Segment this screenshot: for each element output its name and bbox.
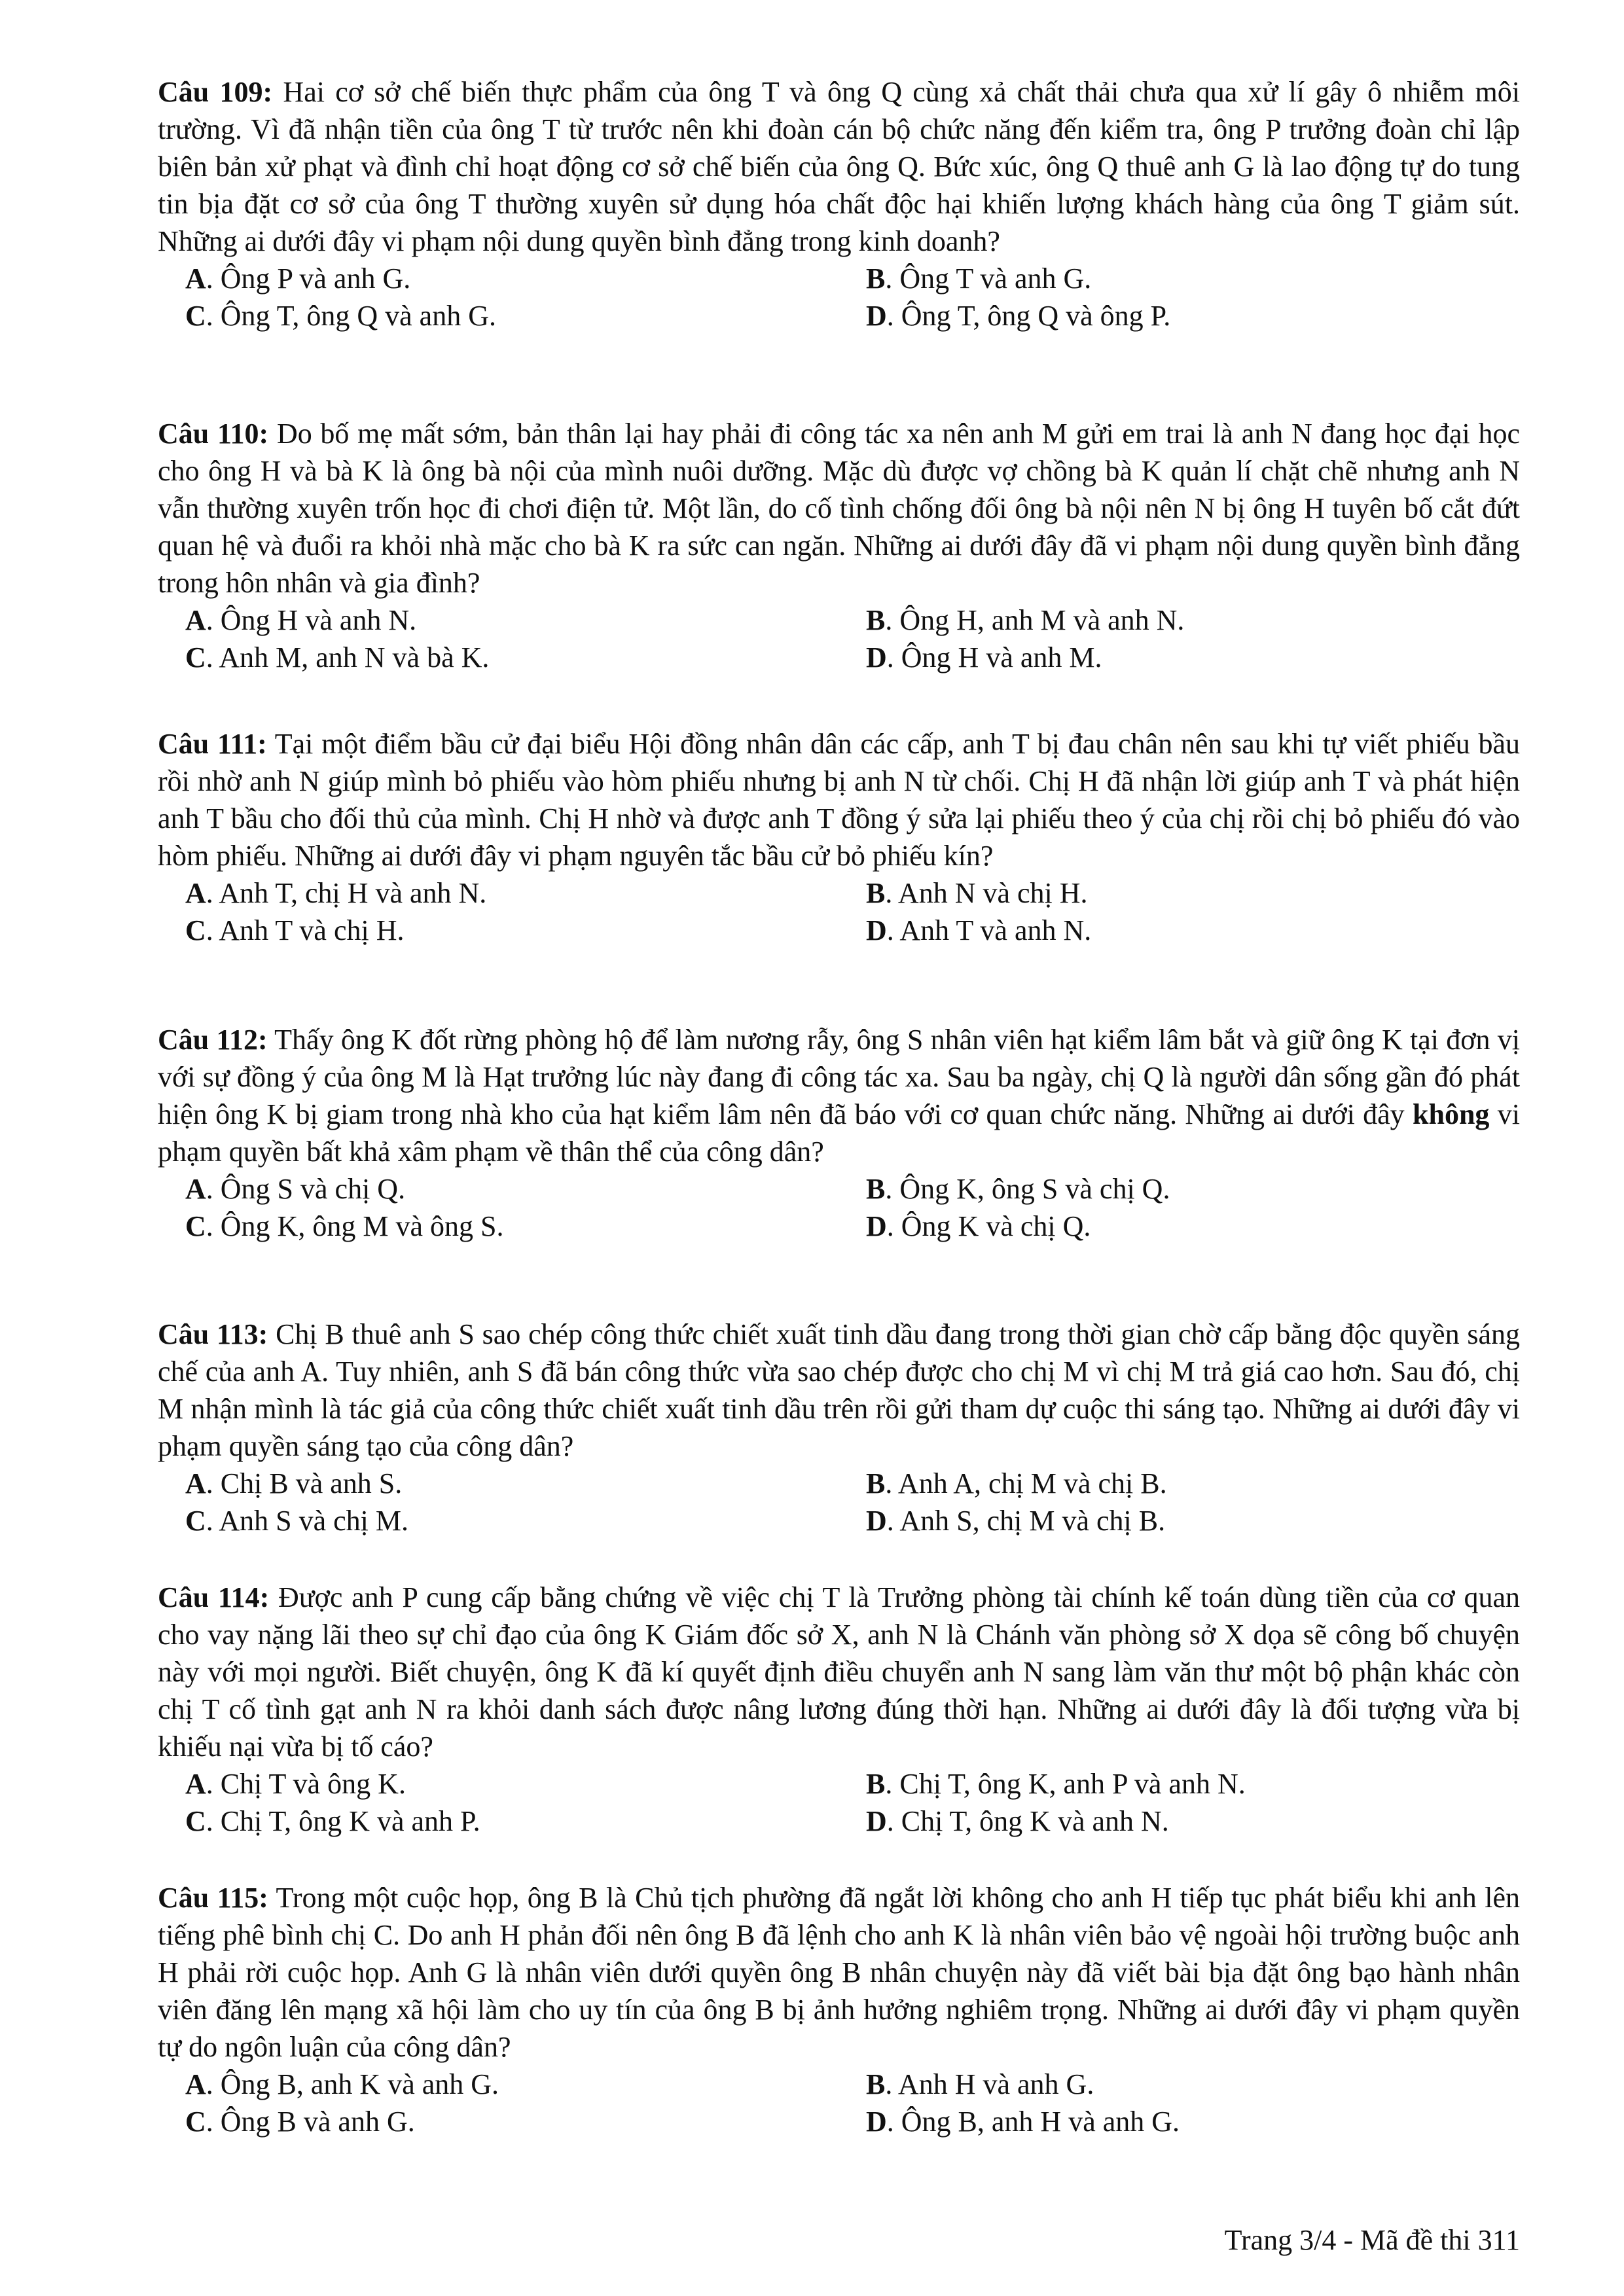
question-113 [158,1316,1520,1539]
option-d: D. Ông K và chị Q. [866,1210,1091,1242]
answer-options [185,1170,1520,1245]
option-c: C. Ông K, ông M và ông S. [185,1210,504,1242]
option-b: B. Ông K, ông S và chị Q. [866,1173,1170,1205]
question-112 [158,1021,1520,1245]
question-111 [158,725,1520,949]
option-b: B. Ông H, anh M và anh N. [866,604,1185,636]
question-text: Thấy ông K đốt rừng phòng hộ để làm nương rẫy, ông S nhân viên hạt kiểm lâm bắt và giữ ông K tại đơn vị với sự đồng ý của ông M là Hạt trưởng lúc này đang đi công tác xa. Sau ba ngày, chị Q là người dân sống gần đó phát hiện ông K bị giam trong nhà kho của hạt kiểm lâm nên đã báo với cơ quan chức năng. Những ai dưới đây [158,1024,1520,1130]
question-stem [158,73,1520,260]
option-d: D. Ông T, ông Q và ông P. [866,300,1171,332]
option-b: B. Anh N và chị H. [866,877,1088,909]
question-stem [158,1021,1520,1170]
question-label: Câu 109: [158,76,273,108]
option-c: C. Anh S và chị M. [185,1505,409,1537]
option-b: B. Chị T, ông K, anh P và anh N. [866,1768,1246,1800]
option-d: D. Anh S, chị M và chị B. [866,1505,1166,1537]
question-110 [158,415,1520,676]
option-c: C. Chị T, ông K và anh P. [185,1805,480,1837]
question-text: Do bố mẹ mất sớm, bản thân lại hay phải đi công tác xa nên anh M gửi em trai là anh N đang học đại học cho ông H và bà K là ông bà nội của mình nuôi dưỡng. Mặc dù được vợ chồng bà K quản lí chặt chẽ nhưng anh N vẫn thường xuyên trốn học đi chơi điện tử. Một lần, do cố tình chống đối ông bà nội nên N bị ông H tuyên bố cắt đứt quan hệ và đuổi ra khỏi nhà mặc cho bà K ra sức can ngăn. Những ai dưới đây đã vi phạm nội dung quyền bình đẳng trong hôn nhân và gia đình? [158,418,1520,599]
question-label: Câu 110: [158,418,269,450]
option-a: A. Ông S và chị Q. [185,1173,406,1205]
option-d: D. Anh T và anh N. [866,914,1092,946]
answer-options [185,2066,1520,2140]
option-b: B. Ông T và anh G. [866,262,1092,295]
question-label: Câu 115: [158,1882,268,1914]
answer-options [185,874,1520,949]
option-a: A. Anh T, chị H và anh N. [185,877,487,909]
question-text: Được anh P cung cấp bằng chứng về việc chị T là Trưởng phòng tài chính kế toán dùng tiền của cơ quan cho vay nặng lãi theo sự chỉ đạo của ông K Giám đốc sở X, anh N là Chánh văn phòng sở X dọa sẽ công bố chuyện này với mọi người. Biết chuyện, ông K đã kí quyết định điều chuyển anh N sang làm văn thư một bộ phận khác còn chị T cố tình gạt anh N ra khỏi danh sách được nâng lương đúng thời hạn. Những ai dưới đây là đối tượng vừa bị khiếu nại vừa bị tố cáo? [158,1581,1520,1763]
option-a: A. Ông P và anh G. [185,262,411,295]
question-stem [158,1579,1520,1765]
question-text-end: vi phạm quyền bất khả xâm phạm về thân thể của công dân? [158,1098,1520,1168]
option-a: A. Chị B và anh S. [185,1467,403,1499]
option-a: A. Ông H và anh N. [185,604,417,636]
answer-options [185,1765,1520,1840]
emphasis-word: không [1413,1098,1490,1130]
question-text: Trong một cuộc họp, ông B là Chủ tịch phường đã ngắt lời không cho anh H tiếp tục phát biểu khi anh lên tiếng phê bình chị C. Do anh H phản đối nên ông B đã lệnh cho anh K là nhân viên bảo vệ ngoài hội trường buộc anh H phải rời cuộc họp. Anh G là nhân viên dưới quyền ông B nhân chuyện này đã viết bài bịa đặt ông bạo hành nhân viên đăng lên mạng xã hội làm cho uy tín của ông B bị ảnh hưởng nghiêm trọng. Những ai dưới đây vi phạm quyền tự do ngôn luận của công dân? [158,1882,1520,2063]
question-text: Chị B thuê anh S sao chép công thức chiết xuất tinh dầu đang trong thời gian chờ cấp bằng độc quyền sáng chế của anh A. Tuy nhiên, anh S đã bán công thức vừa sao chép được cho chị M vì chị M trả giá cao hơn. Sau đó, chị M nhận mình là tác giả của công thức chiết xuất tinh dầu trên rồi gửi tham dự cuộc thi sáng tạo. Những ai dưới đây vi phạm quyền sáng tạo của công dân? [158,1318,1521,1462]
option-a: A. Ông B, anh K và anh G. [185,2068,499,2100]
question-text: Tại một điểm bầu cử đại biểu Hội đồng nhân dân các cấp, anh T bị đau chân nên sau khi tự viết phiếu bầu rồi nhờ anh N giúp mình bỏ phiếu vào hòm phiếu nhưng bị anh N từ chối. Chị H đã nhận lời giúp anh T và phát hiện anh T bầu cho đối thủ của mình. Chị H nhờ và được anh T đồng ý sửa lại phiếu theo ý của chị rồi chị bỏ phiếu đó vào hòm phiếu. Những ai dưới đây vi phạm nguyên tắc bầu cử bỏ phiếu kín? [158,728,1520,872]
question-text: Hai cơ sở chế biến thực phẩm của ông T và ông Q cùng xả chất thải chưa qua xử lí gây ô nhiễm môi trường. Vì đã nhận tiền của ông T từ trước nên khi đoàn cán bộ chức năng đến kiểm tra, ông P trưởng đoàn chỉ lập biên bản xử phạt và đình chỉ hoạt động cơ sở chế biến của ông Q. Bức xúc, ông Q thuê anh G là lao động tự do tung tin bịa đặt cơ sở của ông T thường xuyên sử dụng hóa chất độc hại khiến lượng khách hàng của ông T giảm sút. Những ai dưới đây vi phạm nội dung quyền bình đẳng trong kinh doanh? [158,76,1521,257]
page-footer: Trang 3/4 - Mã đề thi 311 [1224,2224,1520,2256]
question-109 [158,73,1520,334]
question-stem [158,725,1520,874]
question-stem [158,1879,1520,2066]
question-label: Câu 113: [158,1318,268,1350]
question-stem [158,1316,1520,1465]
answer-options [185,601,1520,676]
question-label: Câu 111: [158,728,267,760]
answer-options [185,260,1520,334]
option-c: C. Anh T và chị H. [185,914,405,946]
question-stem [158,415,1520,601]
answer-options [185,1465,1520,1539]
question-label: Câu 112: [158,1024,268,1056]
option-c: C. Ông T, ông Q và anh G. [185,300,496,332]
option-d: D. Chị T, ông K và anh N. [866,1805,1169,1837]
question-115 [158,1879,1520,2140]
option-d: D. Ông H và anh M. [866,641,1102,673]
option-a: A. Chị T và ông K. [185,1768,406,1800]
option-c: C. Anh M, anh N và bà K. [185,641,490,673]
option-d: D. Ông B, anh H và anh G. [866,2106,1180,2138]
option-c: C. Ông B và anh G. [185,2106,415,2138]
option-b: B. Anh A, chị M và chị B. [866,1467,1167,1499]
question-label: Câu 114: [158,1581,270,1613]
question-114 [158,1579,1520,1840]
option-b: B. Anh H và anh G. [866,2068,1094,2100]
